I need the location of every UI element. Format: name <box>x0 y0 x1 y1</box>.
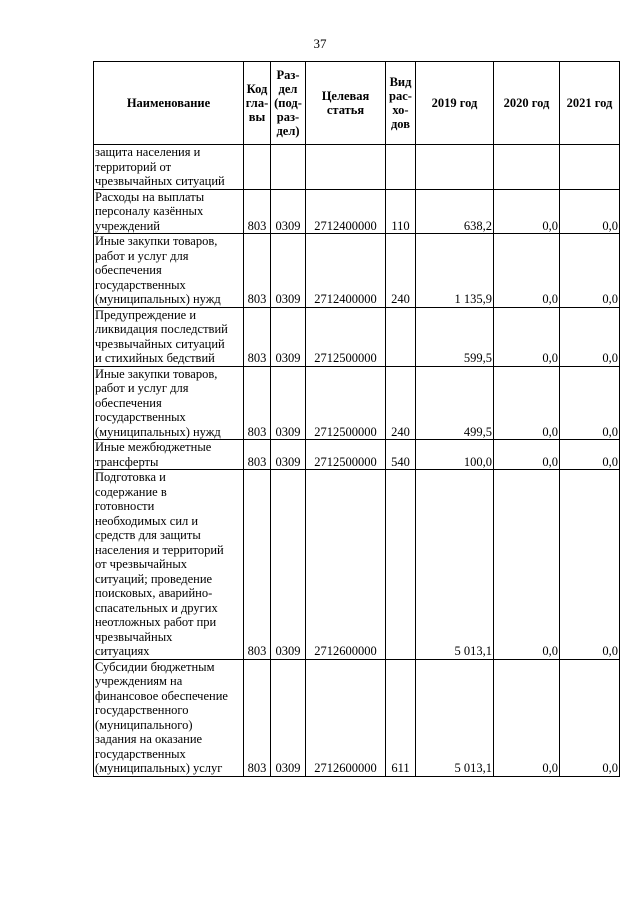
cell-name-line: трансферты <box>95 454 159 469</box>
header-row <box>94 62 620 145</box>
table-row <box>94 145 620 190</box>
cell-section: 0309 <box>271 366 306 440</box>
cell-name <box>94 145 244 190</box>
cell-expense: 110 <box>386 189 416 234</box>
cell-name-line: Иные закупки товаров, <box>95 366 218 381</box>
cell-name-line: (муниципального) <box>95 717 193 732</box>
table-row <box>94 470 620 660</box>
cell-name-line: Подготовка и <box>95 470 166 484</box>
cell-name-line: персоналу казённых <box>95 204 204 218</box>
header-2021: 2021 год <box>560 62 620 145</box>
cell-name-line: и стихийных бедствий <box>95 351 215 365</box>
cell-2019: 5 013,1 <box>416 470 494 660</box>
cell-name-line: учреждений <box>95 218 160 233</box>
cell-code: 803 <box>244 234 271 308</box>
cell-target: 2712500000 <box>306 366 386 440</box>
cell-2020: 0,0 <box>494 307 560 366</box>
cell-2020: 0,0 <box>494 470 560 660</box>
cell-name <box>94 440 244 470</box>
cell-2021: 0,0 <box>560 366 620 440</box>
cell-expense: 240 <box>386 234 416 308</box>
cell-expense: 240 <box>386 366 416 440</box>
cell-expense <box>386 307 416 366</box>
cell-target: 2712600000 <box>306 659 386 776</box>
cell-2019: 638,2 <box>416 189 494 234</box>
cell-name-line: чрезвычайных <box>95 629 173 644</box>
cell-2020: 0,0 <box>494 659 560 776</box>
cell-name-line: государственных <box>95 277 186 292</box>
cell-code: 803 <box>244 189 271 234</box>
page-number: 37 <box>313 36 327 51</box>
cell-name-line: Предупреждение и <box>95 307 197 322</box>
cell-name-line: (муниципальных) нужд <box>95 424 221 439</box>
table-body <box>94 145 620 777</box>
cell-code: 803 <box>244 659 271 776</box>
cell-name-line: неотложных работ при <box>95 615 217 629</box>
cell-2019: 1 135,9 <box>416 234 494 308</box>
header-code: Код гла- вы <box>244 62 271 145</box>
cell-section: 0309 <box>271 189 306 234</box>
cell-name-line: чрезвычайных ситуаций <box>95 174 225 188</box>
table-row <box>94 307 620 366</box>
cell-expense: 611 <box>386 659 416 776</box>
cell-2021 <box>560 145 620 190</box>
cell-target: 2712400000 <box>306 234 386 308</box>
cell-name-line: работ и услуг для <box>95 248 189 263</box>
header-2019: 2019 год <box>416 62 494 145</box>
cell-name-line: Иные закупки товаров, <box>95 234 218 248</box>
cell-section: 0309 <box>271 234 306 308</box>
cell-name-line: от чрезвычайных <box>95 557 188 571</box>
header-2020: 2020 год <box>494 62 560 145</box>
cell-name-line: Иные межбюджетные <box>95 440 212 454</box>
cell-target: 2712600000 <box>306 470 386 660</box>
cell-2019: 499,5 <box>416 366 494 440</box>
header-expense: Вид рас- хо- дов <box>386 62 416 145</box>
cell-name-line: защита населения и <box>95 145 201 159</box>
cell-code: 803 <box>244 366 271 440</box>
cell-name-line: финансовое обеспечение <box>95 688 228 703</box>
cell-name-line: готовности <box>95 499 155 513</box>
cell-2019: 100,0 <box>416 440 494 470</box>
cell-name-line: (муниципальных) услуг <box>95 761 223 775</box>
cell-2020: 0,0 <box>494 189 560 234</box>
cell-name <box>94 234 244 308</box>
cell-name-line: содержание в <box>95 484 167 499</box>
cell-2021: 0,0 <box>560 189 620 234</box>
cell-2020 <box>494 145 560 190</box>
cell-code: 803 <box>244 440 271 470</box>
cell-name-line: чрезвычайных ситуаций <box>95 336 225 351</box>
cell-name <box>94 307 244 366</box>
cell-name-line: задания на оказание <box>95 732 203 746</box>
cell-name <box>94 366 244 440</box>
cell-2020: 0,0 <box>494 440 560 470</box>
cell-name <box>94 189 244 234</box>
cell-code <box>244 145 271 190</box>
cell-name-line: ликвидация последствий <box>95 322 228 336</box>
cell-name-line: необходимых сил и <box>95 513 199 528</box>
cell-name-line: государственного <box>95 703 189 717</box>
cell-2019 <box>416 145 494 190</box>
cell-name <box>94 659 244 776</box>
cell-code: 803 <box>244 307 271 366</box>
cell-name-line: государственных <box>95 410 186 424</box>
cell-name-line: Субсидии бюджетным <box>95 659 215 674</box>
cell-target: 2712500000 <box>306 440 386 470</box>
cell-name-line: обеспечения <box>95 263 162 277</box>
cell-target: 2712400000 <box>306 189 386 234</box>
cell-name-line: обеспечения <box>95 395 162 410</box>
cell-2020: 0,0 <box>494 366 560 440</box>
cell-section <box>271 145 306 190</box>
cell-name-line: ситуаций; проведение <box>95 571 213 586</box>
cell-target: 2712500000 <box>306 307 386 366</box>
cell-target <box>306 145 386 190</box>
cell-2021: 0,0 <box>560 470 620 660</box>
cell-expense <box>386 470 416 660</box>
cell-name-line: Расходы на выплаты <box>95 189 205 204</box>
cell-2019: 5 013,1 <box>416 659 494 776</box>
cell-name-line: государственных <box>95 746 186 761</box>
cell-section: 0309 <box>271 307 306 366</box>
cell-expense: 540 <box>386 440 416 470</box>
cell-name-line: поисковых, аварийно- <box>95 586 213 600</box>
cell-name <box>94 470 244 660</box>
cell-name-line: работ и услуг для <box>95 381 189 395</box>
table-row <box>94 189 620 234</box>
cell-2021: 0,0 <box>560 234 620 308</box>
table-row <box>94 234 620 308</box>
cell-2019: 599,5 <box>416 307 494 366</box>
cell-section: 0309 <box>271 470 306 660</box>
cell-2020: 0,0 <box>494 234 560 308</box>
table-row <box>94 366 620 440</box>
cell-name-line: средств для защиты <box>95 528 201 542</box>
cell-expense <box>386 145 416 190</box>
cell-name-line: (муниципальных) нужд <box>95 292 221 306</box>
cell-name-line: ситуациях <box>95 644 150 658</box>
cell-2021: 0,0 <box>560 659 620 776</box>
table-row <box>94 659 620 776</box>
cell-2021: 0,0 <box>560 307 620 366</box>
header-section: Раз- дел (под- раз- дел) <box>271 62 306 145</box>
cell-name-line: населения и территорий <box>95 542 224 557</box>
cell-name-line: территорий от <box>95 159 172 174</box>
cell-section: 0309 <box>271 659 306 776</box>
table-row <box>94 440 620 470</box>
cell-name-line: учреждениям на <box>95 674 183 688</box>
cell-2021: 0,0 <box>560 440 620 470</box>
cell-name-line: спасательных и других <box>95 600 218 615</box>
header-name: Наименование <box>94 62 244 145</box>
header-target: Целевая статья <box>306 62 386 145</box>
cell-section: 0309 <box>271 440 306 470</box>
cell-code: 803 <box>244 470 271 660</box>
budget-table <box>93 61 620 777</box>
